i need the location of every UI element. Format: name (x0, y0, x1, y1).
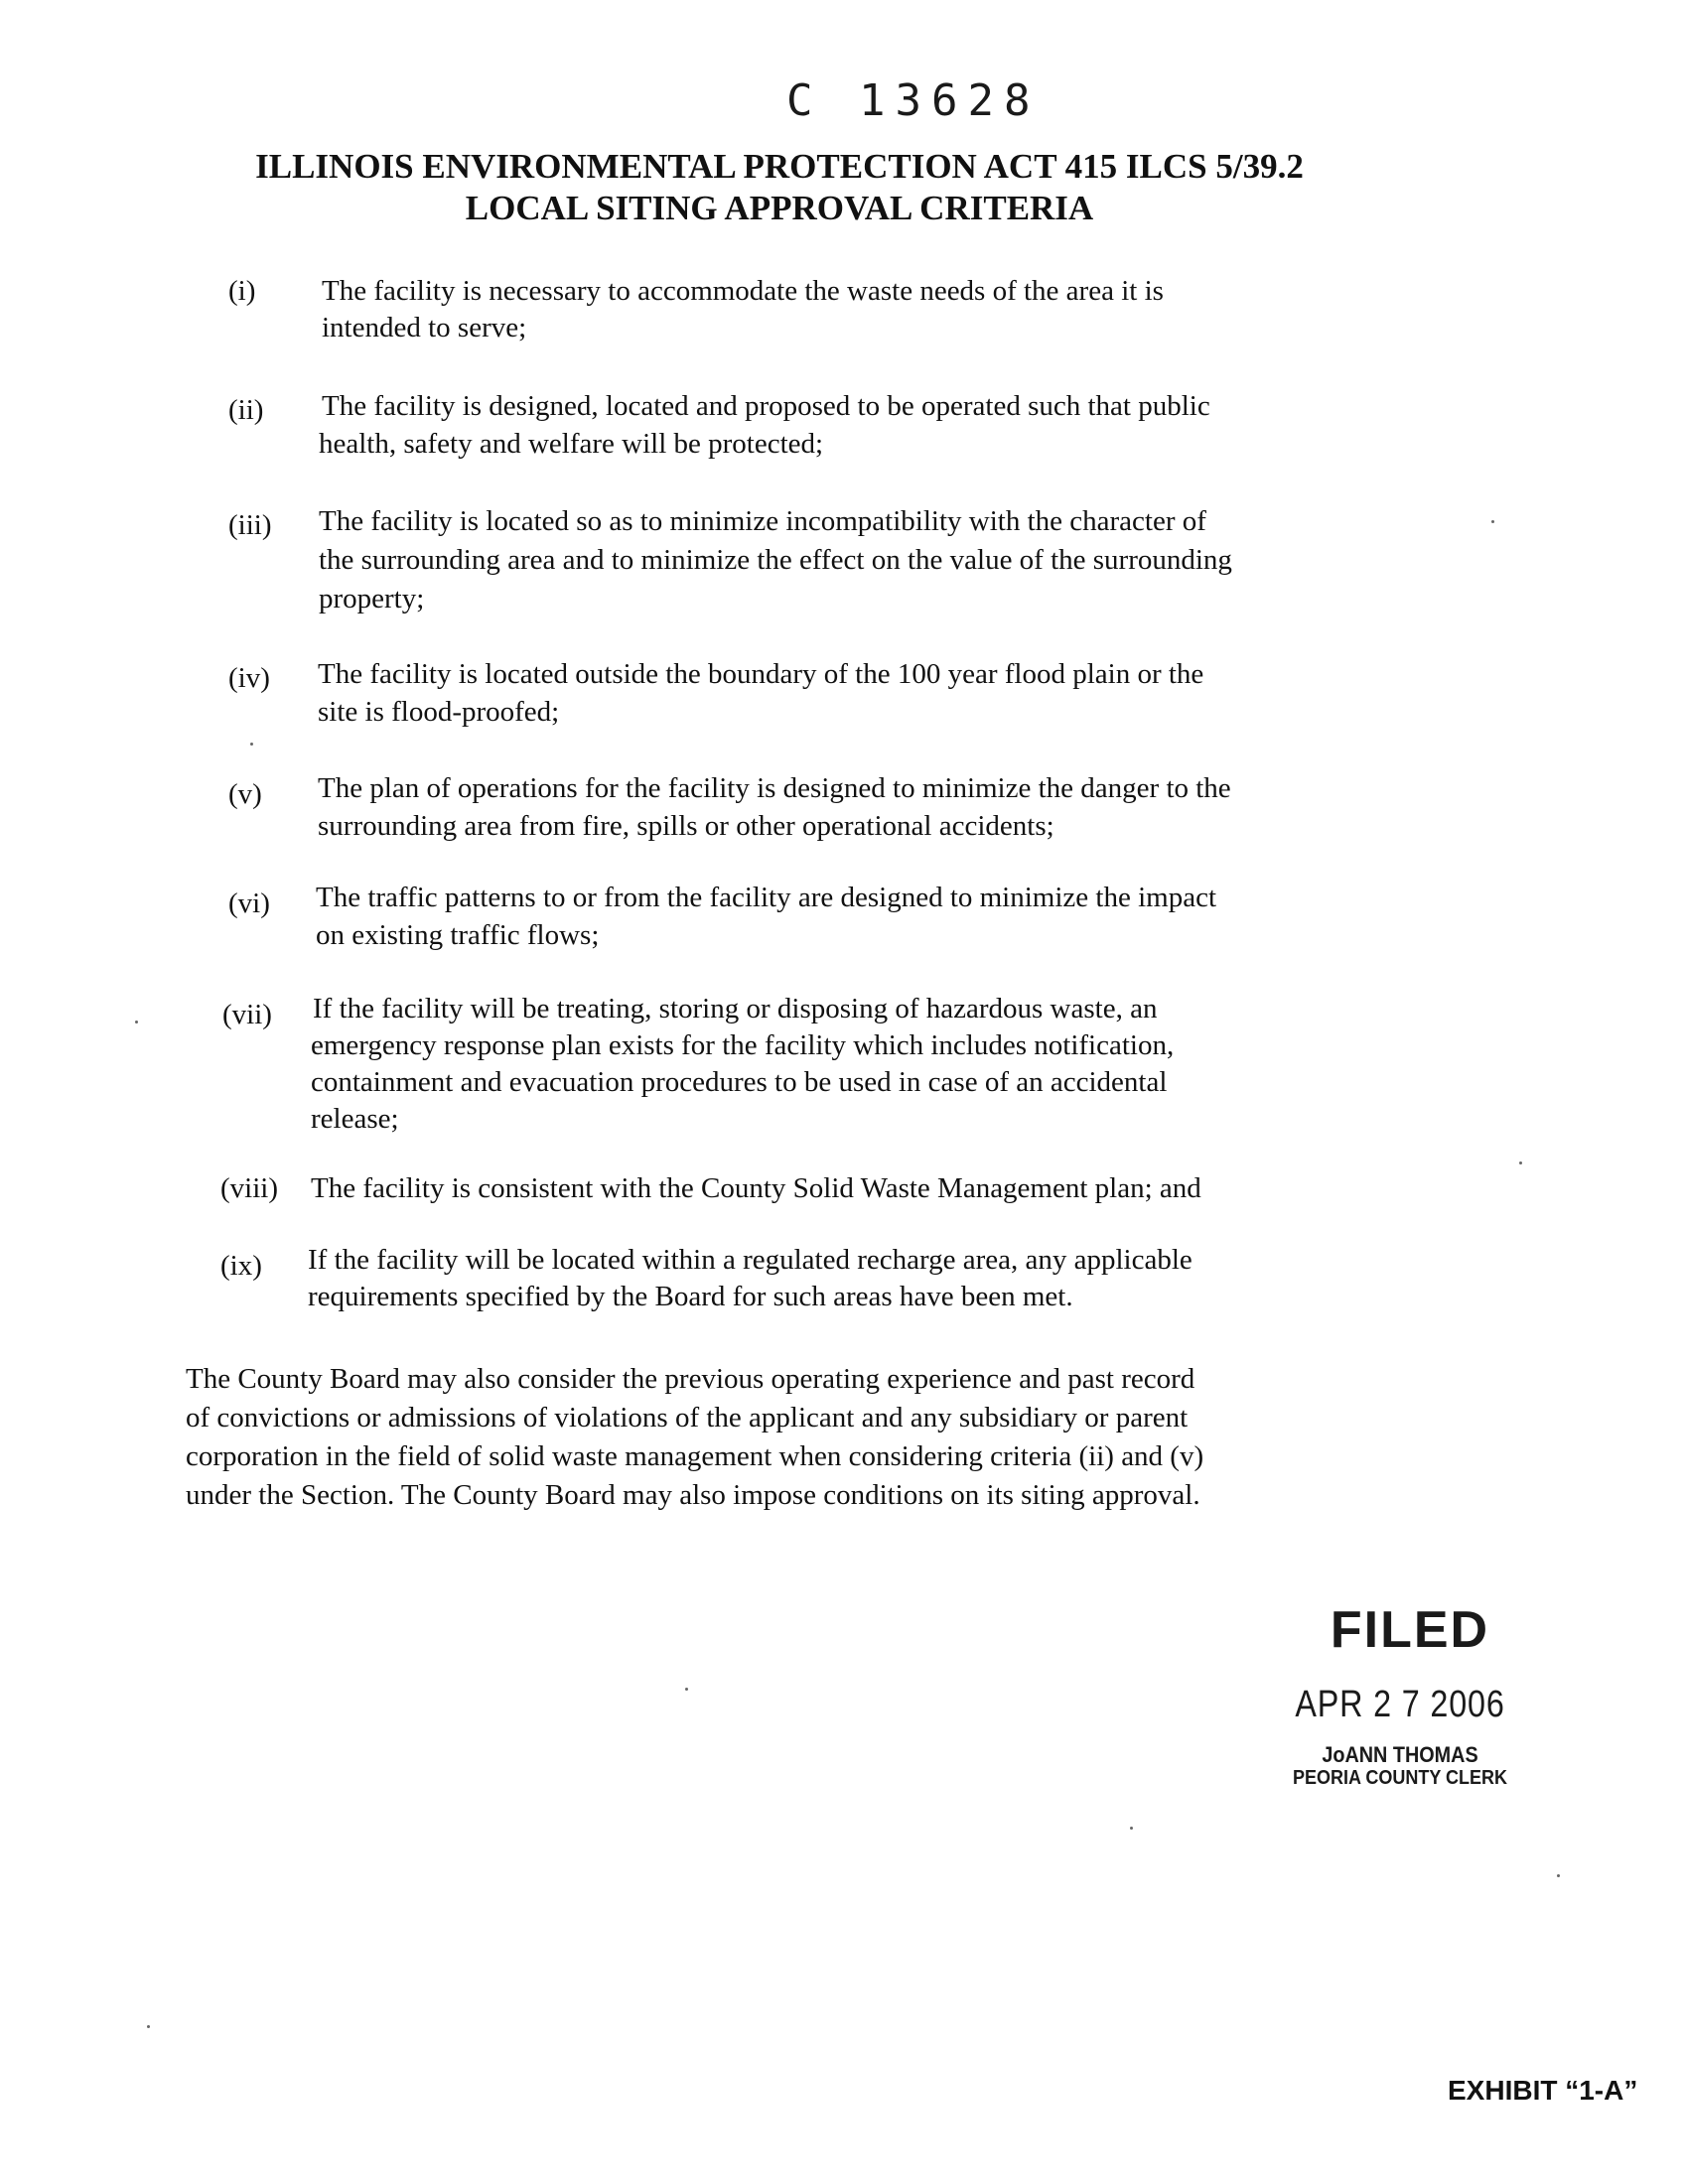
scan-speck (1491, 520, 1494, 523)
criterion-line: The facility is designed, located and proposed to be operated such that public (322, 390, 1210, 422)
criterion-line: the surrounding area and to minimize the effect on the value of the surrounding (319, 544, 1232, 576)
criterion-numeral: (vi) (228, 887, 270, 919)
scan-speck (1557, 1874, 1560, 1877)
criterion-line: The facility is located so as to minimize incompatibility with the character of (319, 505, 1206, 537)
closing-line: The County Board may also consider the previous operating experience and past record (186, 1363, 1195, 1395)
closing-paragraph (186, 1360, 1377, 1515)
criterion-numeral: (iii) (228, 509, 272, 541)
criterion-line: property; (319, 583, 425, 614)
criterion-line: If the facility will be located within a regulated recharge area, any applicable (308, 1244, 1193, 1276)
stamp-date: APR 2 7 2006 (1295, 1684, 1505, 1725)
criterion-line: surrounding area from fire, spills or other operational accidents; (318, 810, 1054, 842)
criterion-line: The facility is located outside the boundary of the 100 year flood plain or the (318, 658, 1204, 690)
criterion-line: on existing traffic flows; (316, 919, 600, 951)
scan-speck (1130, 1827, 1133, 1830)
closing-line: corporation in the field of solid waste management when considering criteria (ii) and (v) (186, 1440, 1204, 1472)
document-number: C 13628 (786, 75, 1041, 126)
criterion-numeral: (v) (228, 778, 262, 810)
scan-speck (250, 743, 253, 746)
closing-line: of convictions or admissions of violations of the applicant and any subsidiary or parent (186, 1402, 1189, 1433)
criterion-numeral: (ii) (228, 394, 264, 426)
criterion-numeral: (vii) (222, 999, 272, 1030)
criterion-line: containment and evacuation procedures to be used in case of an accidental (311, 1066, 1168, 1098)
scan-speck (1519, 1161, 1522, 1164)
criterion-line: requirements specified by the Board for such areas have been met. (308, 1281, 1073, 1312)
criterion-numeral: (i) (228, 275, 256, 307)
criterion-line: If the facility will be treating, storing or disposing of hazardous waste, an (313, 993, 1158, 1024)
criterion-numeral: (iv) (228, 662, 270, 694)
scan-speck (685, 1688, 688, 1691)
filed-stamp (1251, 1600, 1549, 1789)
criterion-line: The traffic patterns to or from the facility are designed to minimize the impact (316, 882, 1217, 913)
document-title: ILLINOIS ENVIRONMENTAL PROTECTION ACT 415 ILCS 5/39.2 (255, 147, 1304, 186)
criterion-numeral: (ix) (220, 1250, 262, 1282)
criterion-line: release; (311, 1103, 399, 1135)
criterion-line: site is flood-proofed; (318, 696, 560, 728)
criterion-line: The facility is consistent with the County Solid Waste Management plan; and (311, 1172, 1201, 1204)
criterion-line: health, safety and welfare will be protected; (319, 428, 824, 460)
criterion-line: intended to serve; (322, 312, 527, 343)
document-subtitle: LOCAL SITING APPROVAL CRITERIA (465, 189, 1094, 227)
criterion-line: The facility is necessary to accommodate the waste needs of the area it is (322, 275, 1164, 307)
stamp-filed-label: FILED (1330, 1601, 1490, 1659)
scan-speck (147, 2025, 150, 2028)
stamp-clerk-name: JoANN THOMAS (1322, 1742, 1478, 1767)
closing-line: under the Section. The County Board may also impose conditions on its siting approval. (186, 1479, 1200, 1511)
criterion-line: emergency response plan exists for the facility which includes notification, (311, 1029, 1175, 1061)
stamp-clerk-title: PEORIA COUNTY CLERK (1292, 1767, 1508, 1789)
criterion-numeral: (viii) (220, 1172, 278, 1204)
exhibit-label: EXHIBIT “1-A” (1448, 2075, 1638, 2106)
criterion-line: The plan of operations for the facility is designed to minimize the danger to the (318, 772, 1231, 804)
scan-speck (135, 1021, 138, 1024)
